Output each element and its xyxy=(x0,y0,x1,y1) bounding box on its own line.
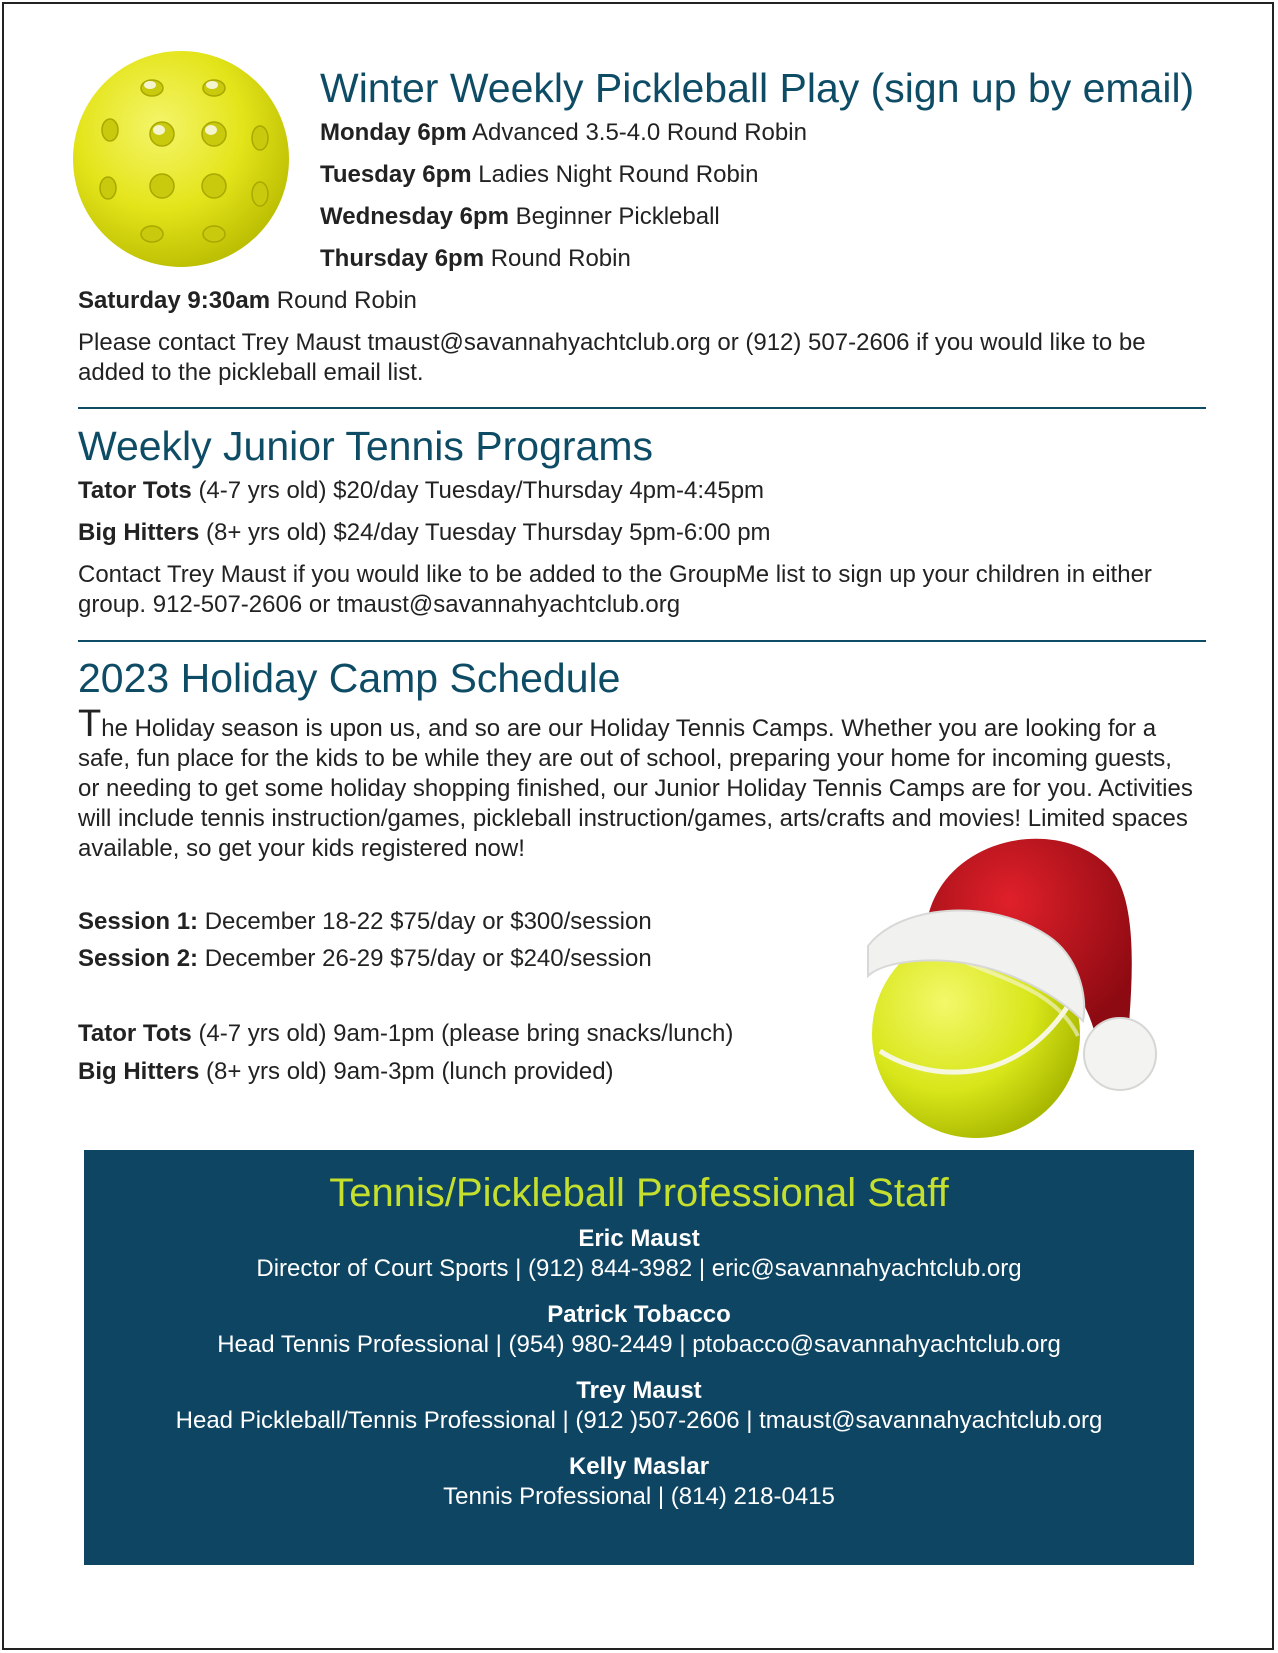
schedule-desc: Beginner Pickleball xyxy=(515,203,720,230)
staff-member xyxy=(84,1300,1194,1360)
section-divider xyxy=(78,407,1206,409)
pickleball-icon xyxy=(70,48,292,270)
tennis-ball-santa-hat-icon xyxy=(858,826,1170,1142)
staff-detail: Director of Court Sports | (912) 844-3982 | eric@savannahyachtclub.org xyxy=(256,1255,1022,1282)
session-line xyxy=(78,907,652,937)
schedule-day: Monday 6pm xyxy=(320,119,467,146)
schedule-desc: Round Robin xyxy=(490,245,631,272)
staff-member xyxy=(84,1376,1194,1436)
staff-panel xyxy=(84,1150,1194,1565)
program-name: Big Hitters xyxy=(78,519,200,546)
drop-cap: T xyxy=(78,703,102,745)
group-line xyxy=(78,1057,614,1087)
group-name: Tator Tots xyxy=(78,1020,192,1047)
schedule-day: Saturday 9:30am xyxy=(78,287,271,314)
staff-detail: Tennis Professional | (814) 218-0415 xyxy=(443,1483,835,1510)
holiday-title: 2023 Holiday Camp Schedule xyxy=(78,655,621,701)
session-name: Session 1: xyxy=(78,908,199,935)
pickleball-title: Winter Weekly Pickleball Play (sign up by email) xyxy=(320,65,1195,111)
schedule-day: Thursday 6pm xyxy=(320,245,485,272)
staff-detail: Head Tennis Professional | (954) 980-2449 | ptobacco@savannahyachtclub.org xyxy=(217,1331,1061,1358)
holiday-intro-text: he Holiday season is upon us, and so are our Holiday Tennis Camps. Whether you are looking for a safe, fun place for the kids to be while they are out of school, preparing your home for incoming guests, or needing to get some holiday shopping finished, our Junior Holiday Tennis Camps are for you. Activities will include tennis instruction/games, pickleball instruction/games, arts/crafts and movies! Limited spaces available, so get your kids registered now! xyxy=(78,715,1193,862)
schedule-desc: Advanced 3.5-4.0 Round Robin xyxy=(472,119,807,146)
schedule-day: Wednesday 6pm xyxy=(320,203,509,230)
staff-member xyxy=(84,1452,1194,1512)
group-desc: (8+ yrs old) 9am-3pm (lunch provided) xyxy=(206,1058,614,1085)
staff-detail: Head Pickleball/Tennis Professional | (912 )507-2606 | tmaust@savannahyachtclub.org xyxy=(175,1407,1103,1434)
junior-contact: Contact Trey Maust if you would like to be added to the GroupMe list to sign up your children in either group. 912-507-2606 or tmaust@savannahyachtclub.org xyxy=(78,561,1152,618)
staff-name: Kelly Maslar xyxy=(568,1453,710,1480)
section-divider xyxy=(78,640,1206,642)
session-line xyxy=(78,944,652,974)
group-line xyxy=(78,1019,733,1049)
program-desc: (8+ yrs old) $24/day Tuesday Thursday 5pm-6:00 pm xyxy=(206,519,771,546)
schedule-line xyxy=(320,244,631,274)
schedule-line xyxy=(320,160,758,190)
schedule-line xyxy=(78,286,417,316)
program-name: Tator Tots xyxy=(78,477,192,504)
schedule-day: Tuesday 6pm xyxy=(320,161,472,188)
staff-title: Tennis/Pickleball Professional Staff xyxy=(329,1171,949,1215)
junior-title: Weekly Junior Tennis Programs xyxy=(78,423,654,469)
schedule-line xyxy=(320,118,807,148)
staff-name: Trey Maust xyxy=(576,1377,702,1404)
staff-name: Patrick Tobacco xyxy=(547,1301,731,1328)
program-line xyxy=(78,518,771,548)
group-name: Big Hitters xyxy=(78,1058,200,1085)
schedule-line xyxy=(320,202,720,232)
session-desc: December 26-29 $75/day or $240/session xyxy=(204,945,652,972)
group-desc: (4-7 yrs old) 9am-1pm (please bring snacks/lunch) xyxy=(198,1020,734,1047)
program-line xyxy=(78,476,764,506)
staff-name: Eric Maust xyxy=(578,1225,700,1252)
schedule-desc: Ladies Night Round Robin xyxy=(478,161,759,188)
session-name: Session 2: xyxy=(78,945,199,972)
staff-member xyxy=(84,1224,1194,1284)
program-desc: (4-7 yrs old) $20/day Tuesday/Thursday 4pm-4:45pm xyxy=(198,477,765,504)
session-desc: December 18-22 $75/day or $300/session xyxy=(204,908,652,935)
pickleball-contact: Please contact Trey Maust tmaust@savannahyachtclub.org or (912) 507-2606 if you would like to be added to the pickleball email list. xyxy=(78,329,1146,386)
schedule-desc: Round Robin xyxy=(276,287,417,314)
